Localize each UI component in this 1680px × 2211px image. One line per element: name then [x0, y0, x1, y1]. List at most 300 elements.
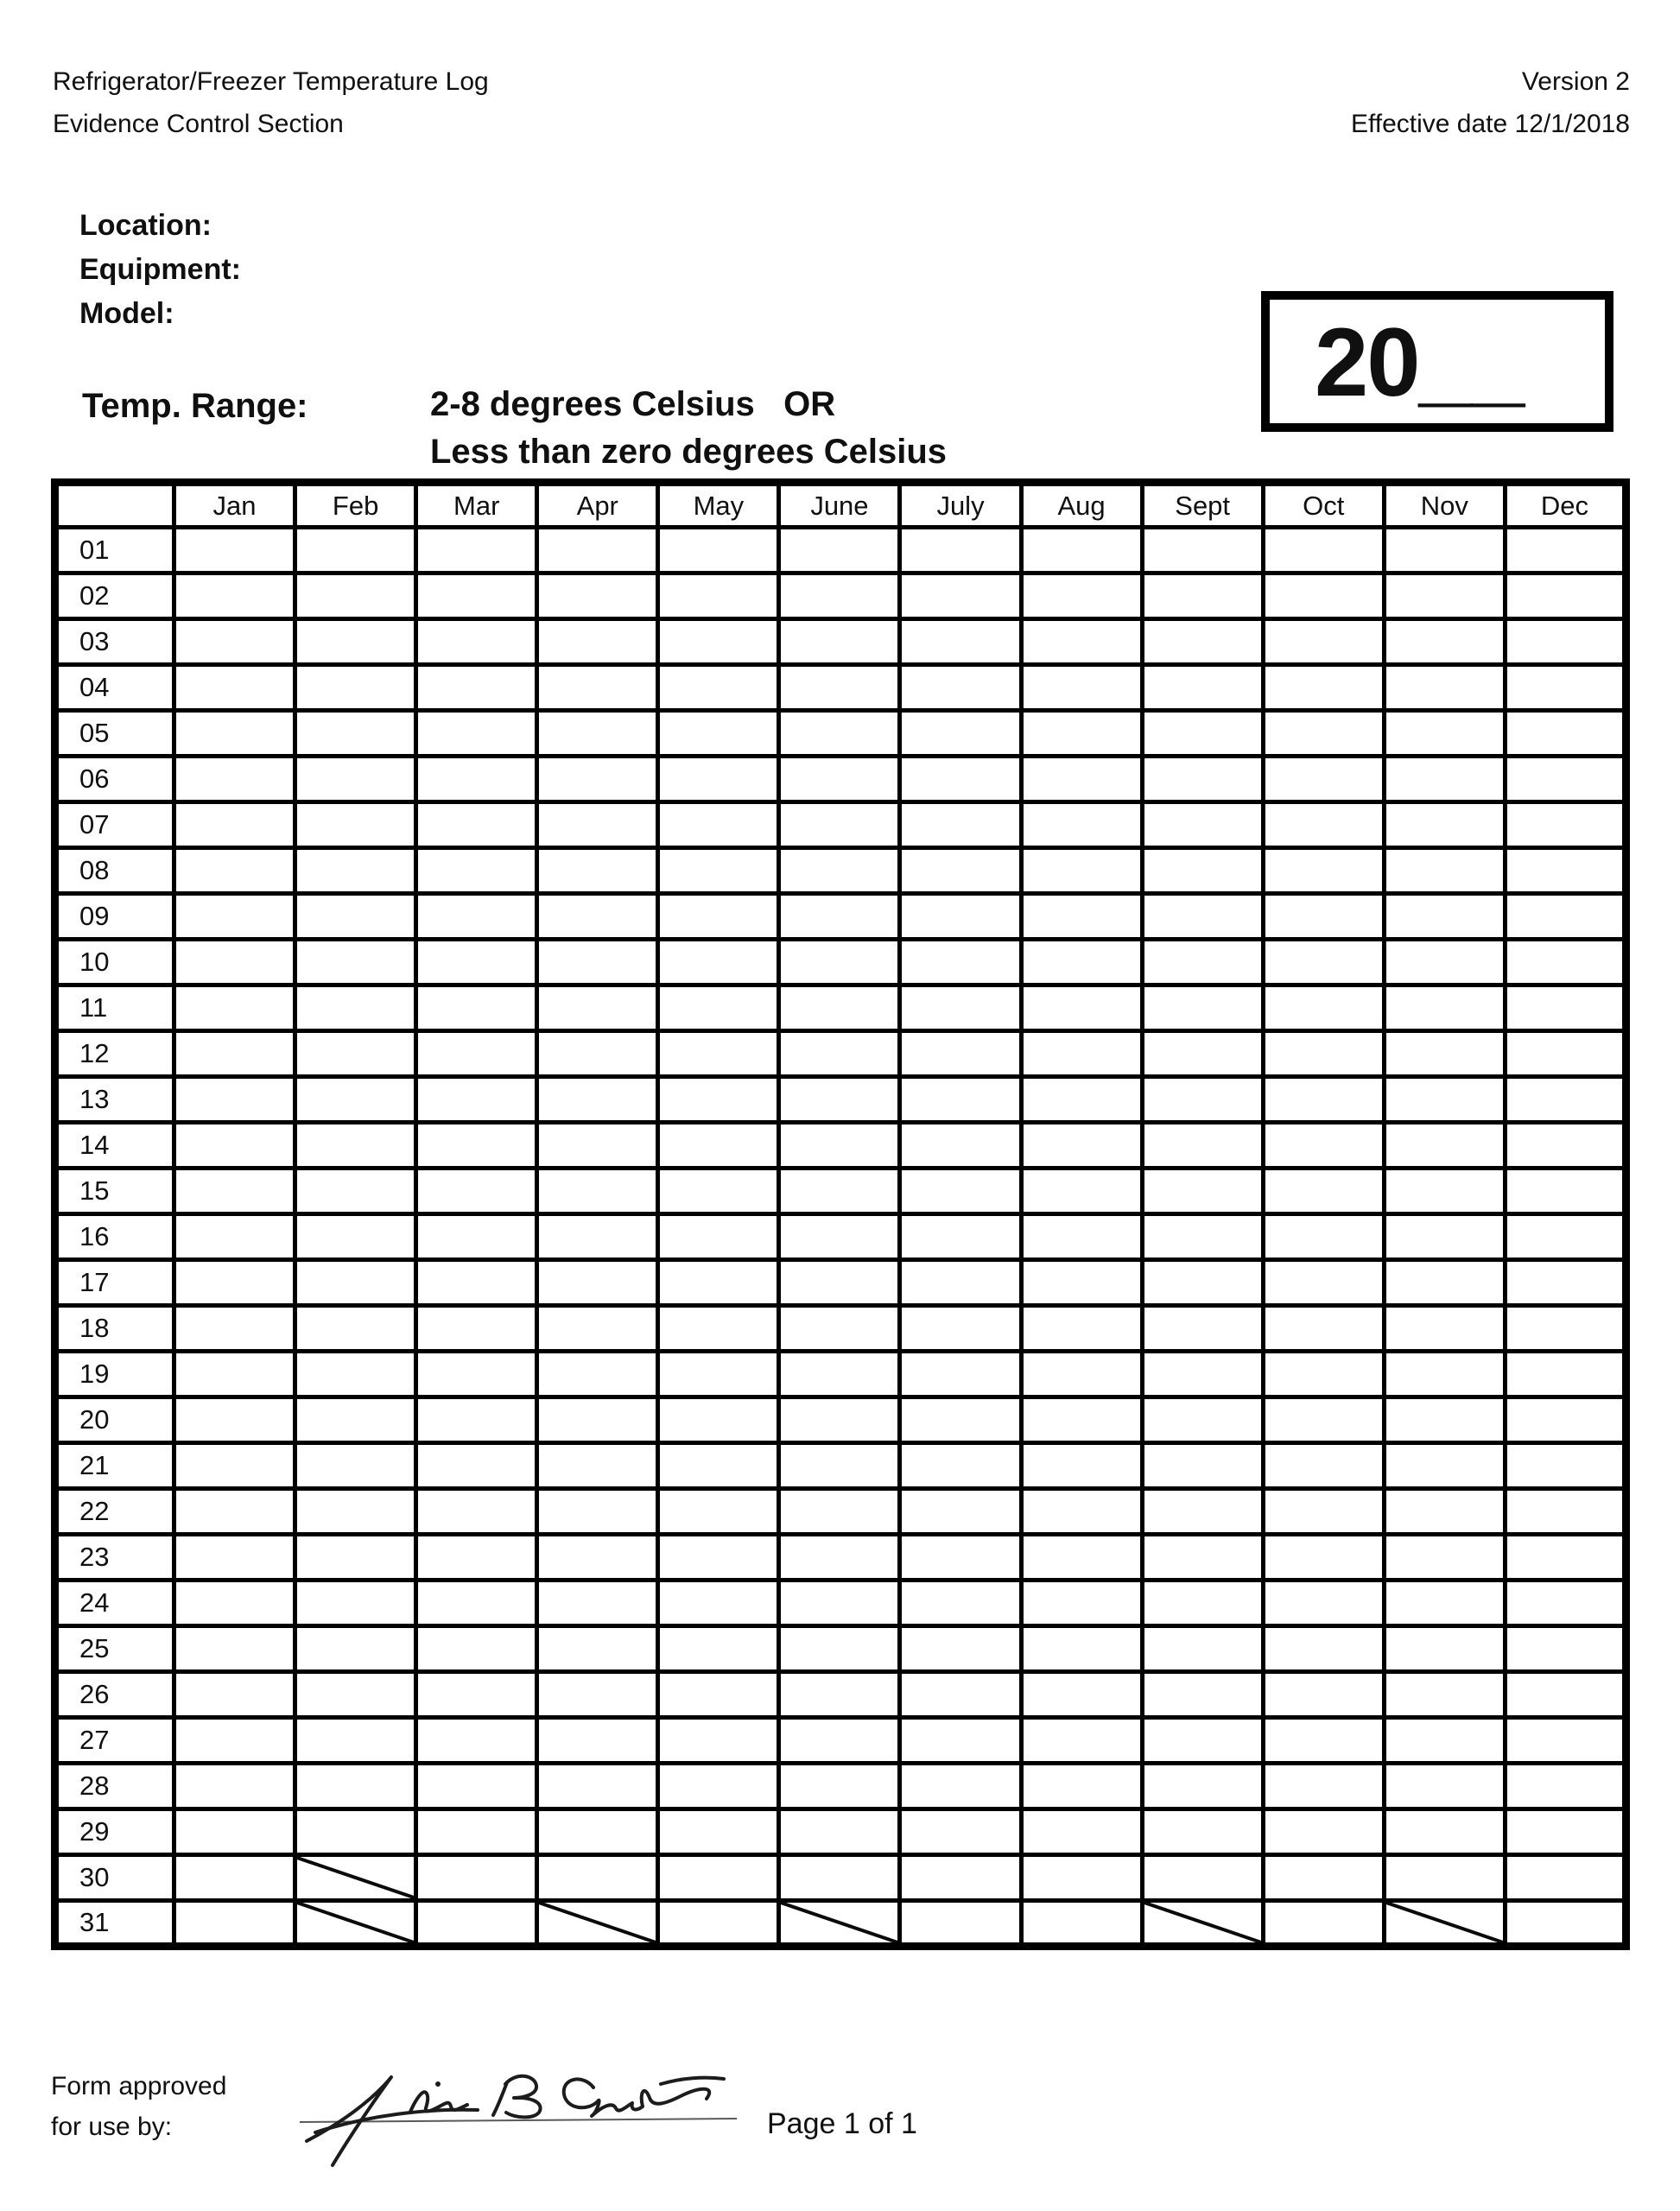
- temp-cell: [537, 848, 658, 894]
- temp-cell: [900, 985, 1021, 1031]
- temp-cell: [779, 1809, 900, 1855]
- page-indicator: Page 1 of 1: [767, 2107, 917, 2140]
- temp-cell: [1263, 802, 1384, 848]
- month-header-cell: Feb: [295, 483, 416, 528]
- month-header-cell: Aug: [1021, 483, 1142, 528]
- temp-cell: [1142, 1809, 1263, 1855]
- month-header-cell: July: [900, 483, 1021, 528]
- temp-cell: [1384, 757, 1505, 802]
- temp-cell: [1263, 1077, 1384, 1123]
- table-row: [55, 1764, 1626, 1809]
- temp-cell: [1384, 1443, 1505, 1489]
- month-header-cell: June: [779, 483, 900, 528]
- temp-cell: [174, 1077, 295, 1123]
- temp-cell: [1021, 1581, 1142, 1626]
- temp-cell: [1142, 985, 1263, 1031]
- temp-cell: [1142, 1489, 1263, 1535]
- temp-cell: [1142, 1443, 1263, 1489]
- temp-cell: [1505, 1581, 1626, 1626]
- temp-cell: [295, 1535, 416, 1581]
- temp-cell: [174, 1260, 295, 1306]
- temp-cell: [295, 1352, 416, 1397]
- temp-cell: [900, 619, 1021, 665]
- temp-cell: [1384, 848, 1505, 894]
- table-row: [55, 1718, 1626, 1764]
- temp-cell: [1142, 1031, 1263, 1077]
- table-row: [55, 757, 1626, 802]
- table-row: [55, 1535, 1626, 1581]
- temp-cell: [1021, 848, 1142, 894]
- temp-cell: [658, 1855, 779, 1901]
- table-row: [55, 1031, 1626, 1077]
- temp-cell: [1142, 1169, 1263, 1214]
- temp-cell: [174, 619, 295, 665]
- temp-cell: [1021, 1809, 1142, 1855]
- temp-cell: [779, 711, 900, 757]
- temp-cell: [174, 1581, 295, 1626]
- temp-cell: [295, 1718, 416, 1764]
- temp-cell: [1021, 665, 1142, 711]
- temp-cell: [1142, 1764, 1263, 1809]
- temp-cell: [174, 802, 295, 848]
- signature-scribble-icon: [289, 2058, 747, 2183]
- diagonal-strike-line: [296, 1856, 415, 1899]
- temp-cell: [1142, 894, 1263, 940]
- temp-cell: [174, 1535, 295, 1581]
- temp-cell: [658, 894, 779, 940]
- temp-cell: [1021, 1718, 1142, 1764]
- form-approval-line1: Form approved: [51, 2072, 227, 2100]
- temp-cell: [1384, 1626, 1505, 1672]
- equipment-label: Equipment:: [79, 253, 241, 286]
- temp-cell: [416, 711, 537, 757]
- month-header-cell: Nov: [1384, 483, 1505, 528]
- temp-cell: [1263, 757, 1384, 802]
- temp-cell: [295, 1672, 416, 1718]
- day-label-cell: 25: [55, 1626, 174, 1672]
- temp-cell: [779, 1306, 900, 1352]
- temp-cell: [1263, 1214, 1384, 1260]
- temp-cell: [900, 757, 1021, 802]
- temp-cell: [1384, 1672, 1505, 1718]
- temp-cell: [174, 665, 295, 711]
- temp-cell: [1384, 1855, 1505, 1901]
- temp-cell: [779, 1764, 900, 1809]
- temp-cell: [174, 1169, 295, 1214]
- temperature-log-table: [51, 478, 1630, 1950]
- temp-cell: [900, 1169, 1021, 1214]
- day-label-cell: 17: [55, 1260, 174, 1306]
- diagonal-strike-line: [296, 1901, 415, 1944]
- temp-cell: [416, 1855, 537, 1901]
- temp-cell: [295, 1764, 416, 1809]
- temp-cell: [1021, 528, 1142, 573]
- temp-cell: [295, 1306, 416, 1352]
- temp-cell: [658, 1672, 779, 1718]
- crossed-out-cell: [1384, 1901, 1505, 1947]
- temp-cell: [779, 1123, 900, 1169]
- temp-cell: [1505, 1672, 1626, 1718]
- temp-cell: [1384, 665, 1505, 711]
- temp-cell: [1263, 1718, 1384, 1764]
- temp-cell: [1263, 894, 1384, 940]
- temp-cell: [1384, 1169, 1505, 1214]
- temp-cell: [416, 894, 537, 940]
- month-header-cell: Jan: [174, 483, 295, 528]
- temp-cell: [416, 1260, 537, 1306]
- month-header-cell: Apr: [537, 483, 658, 528]
- year-blank-text: 20__: [1315, 308, 1524, 416]
- temp-cell: [1263, 1809, 1384, 1855]
- temp-cell: [537, 985, 658, 1031]
- temp-cell: [779, 1535, 900, 1581]
- diagonal-strike-line: [781, 1901, 899, 1944]
- temp-cell: [1505, 1809, 1626, 1855]
- temp-cell: [416, 1489, 537, 1535]
- table-row: [55, 802, 1626, 848]
- temp-cell: [1021, 1214, 1142, 1260]
- temp-cell: [900, 848, 1021, 894]
- temp-cell: [537, 1489, 658, 1535]
- diagonal-strike-line: [1385, 1901, 1504, 1944]
- day-label-cell: 12: [55, 1031, 174, 1077]
- temp-cell: [779, 1718, 900, 1764]
- diagonal-strike-line: [538, 1901, 656, 1944]
- temp-cell: [1021, 1306, 1142, 1352]
- temp-cell: [1263, 1306, 1384, 1352]
- temp-cell: [174, 940, 295, 985]
- table-row: [55, 1443, 1626, 1489]
- form-approval-label: [51, 2066, 226, 2147]
- temp-cell: [658, 573, 779, 619]
- temp-cell: [779, 573, 900, 619]
- temp-cell: [1263, 1169, 1384, 1214]
- temp-cell: [1263, 1397, 1384, 1443]
- temp-cell: [416, 1306, 537, 1352]
- temp-cell: [1021, 940, 1142, 985]
- temp-cell: [295, 940, 416, 985]
- temp-cell: [1505, 1855, 1626, 1901]
- temp-cell: [174, 1672, 295, 1718]
- temp-cell: [416, 573, 537, 619]
- temp-cell: [1505, 757, 1626, 802]
- temp-cell: [416, 1352, 537, 1397]
- temp-cell: [174, 1352, 295, 1397]
- temp-cell: [1021, 619, 1142, 665]
- table-row: [55, 1489, 1626, 1535]
- temp-cell: [779, 1443, 900, 1489]
- approval-signature: [289, 2058, 747, 2183]
- day-label-cell: 08: [55, 848, 174, 894]
- table-row: [55, 894, 1626, 940]
- temp-cell: [1505, 1443, 1626, 1489]
- temp-cell: [1142, 1077, 1263, 1123]
- temp-cell: [1384, 711, 1505, 757]
- temp-cell: [658, 1260, 779, 1306]
- temp-cell: [1142, 1581, 1263, 1626]
- temp-cell: [1021, 1443, 1142, 1489]
- temp-cell: [1263, 1764, 1384, 1809]
- temp-cell: [1021, 1123, 1142, 1169]
- temp-cell: [1505, 1489, 1626, 1535]
- temp-cell: [295, 985, 416, 1031]
- temp-cell: [658, 619, 779, 665]
- temp-cell: [900, 1764, 1021, 1809]
- temp-cell: [658, 1031, 779, 1077]
- temp-cell: [900, 1901, 1021, 1947]
- table-row: [55, 1855, 1626, 1901]
- crossed-out-cell: [295, 1855, 416, 1901]
- day-label-cell: 05: [55, 711, 174, 757]
- temp-cell: [1263, 1489, 1384, 1535]
- temp-cell: [900, 1718, 1021, 1764]
- temp-cell: [1142, 1626, 1263, 1672]
- month-header-cell: Oct: [1263, 483, 1384, 528]
- temp-cell: [295, 1214, 416, 1260]
- temp-cell: [658, 1718, 779, 1764]
- temp-cell: [537, 573, 658, 619]
- temp-cell: [1384, 1764, 1505, 1809]
- temp-cell: [1505, 1031, 1626, 1077]
- temp-cell: [295, 1809, 416, 1855]
- temp-cell: [537, 1718, 658, 1764]
- temp-cell: [537, 711, 658, 757]
- temp-cell: [1384, 802, 1505, 848]
- temp-cell: [537, 1581, 658, 1626]
- temp-cell: [779, 1855, 900, 1901]
- temp-cell: [1142, 528, 1263, 573]
- temp-cell: [779, 1031, 900, 1077]
- temp-cell: [1021, 1901, 1142, 1947]
- temp-cell: [1142, 757, 1263, 802]
- temp-cell: [174, 894, 295, 940]
- day-label-cell: 19: [55, 1352, 174, 1397]
- day-label-cell: 26: [55, 1672, 174, 1718]
- crossed-out-cell: [1142, 1901, 1263, 1947]
- temp-cell: [900, 1535, 1021, 1581]
- day-label-cell: 29: [55, 1809, 174, 1855]
- temp-cell: [1021, 573, 1142, 619]
- temp-cell: [537, 1260, 658, 1306]
- document-header-right: [1351, 60, 1630, 145]
- table-row: [55, 1672, 1626, 1718]
- temp-cell: [658, 1306, 779, 1352]
- temp-cell: [174, 1718, 295, 1764]
- temp-cell: [900, 1855, 1021, 1901]
- temp-cell: [900, 940, 1021, 985]
- temp-cell: [1505, 1169, 1626, 1214]
- temp-cell: [1505, 985, 1626, 1031]
- table-row: [55, 1077, 1626, 1123]
- document-header-left: [53, 60, 489, 145]
- temp-cell: [1263, 1672, 1384, 1718]
- temp-cell: [174, 528, 295, 573]
- temp-cell: [900, 573, 1021, 619]
- temp-cell: [537, 1123, 658, 1169]
- temp-cell: [779, 1169, 900, 1214]
- temp-cell: [537, 1031, 658, 1077]
- temp-cell: [1505, 1306, 1626, 1352]
- corner-cell: [55, 483, 174, 528]
- temp-cell: [174, 1214, 295, 1260]
- table-row: [55, 1214, 1626, 1260]
- temp-cell: [1384, 1809, 1505, 1855]
- temp-cell: [416, 1123, 537, 1169]
- temp-cell: [174, 1123, 295, 1169]
- temp-cell: [416, 848, 537, 894]
- temp-cell: [658, 1626, 779, 1672]
- table-row: [55, 1169, 1626, 1214]
- temp-cell: [537, 665, 658, 711]
- temp-cell: [1263, 619, 1384, 665]
- table-row: [55, 1901, 1626, 1947]
- temp-cell: [1505, 1260, 1626, 1306]
- temp-cell: [416, 757, 537, 802]
- temp-cell: [779, 1397, 900, 1443]
- temp-cell: [416, 1535, 537, 1581]
- temp-cell: [295, 528, 416, 573]
- temp-cell: [658, 1809, 779, 1855]
- crossed-out-cell: [537, 1901, 658, 1947]
- temp-cell: [1384, 1489, 1505, 1535]
- temp-cell: [1142, 665, 1263, 711]
- temp-cell: [658, 1901, 779, 1947]
- temp-cell: [416, 1901, 537, 1947]
- temp-cell: [1142, 1397, 1263, 1443]
- temp-cell: [416, 1764, 537, 1809]
- temp-cell: [1021, 1535, 1142, 1581]
- temp-cell: [416, 1031, 537, 1077]
- temp-cell: [1505, 1397, 1626, 1443]
- temp-cell: [779, 848, 900, 894]
- temp-cell: [537, 1397, 658, 1443]
- temp-cell: [779, 894, 900, 940]
- temp-cell: [537, 1809, 658, 1855]
- day-label-cell: 02: [55, 573, 174, 619]
- temp-cell: [295, 1123, 416, 1169]
- temp-cell: [658, 848, 779, 894]
- temp-cell: [174, 757, 295, 802]
- temp-cell: [1142, 619, 1263, 665]
- temp-cell: [174, 1626, 295, 1672]
- temp-cell: [779, 1581, 900, 1626]
- year-box: [1261, 291, 1613, 432]
- temp-cell: [295, 757, 416, 802]
- temp-cell: [537, 1672, 658, 1718]
- temp-cell: [1021, 1764, 1142, 1809]
- table-row: [55, 1626, 1626, 1672]
- temp-cell: [416, 1397, 537, 1443]
- table-row: [55, 1581, 1626, 1626]
- temp-cell: [900, 802, 1021, 848]
- day-label-cell: 21: [55, 1443, 174, 1489]
- temp-cell: [416, 665, 537, 711]
- temp-cell: [779, 1489, 900, 1535]
- diagonal-strike-line: [1144, 1901, 1262, 1944]
- temp-cell: [1263, 1352, 1384, 1397]
- temp-cell: [658, 528, 779, 573]
- temp-cell: [658, 1489, 779, 1535]
- equipment-info-block: [79, 204, 241, 336]
- temp-cell: [658, 1123, 779, 1169]
- day-label-cell: 30: [55, 1855, 174, 1901]
- temp-cell: [1142, 1855, 1263, 1901]
- temp-cell: [900, 894, 1021, 940]
- month-header-cell: Dec: [1505, 483, 1626, 528]
- temp-cell: [900, 1626, 1021, 1672]
- temp-cell: [416, 1169, 537, 1214]
- temp-cell: [1384, 1123, 1505, 1169]
- temp-cell: [658, 1169, 779, 1214]
- temp-cell: [658, 665, 779, 711]
- temp-cell: [1263, 1260, 1384, 1306]
- day-label-cell: 06: [55, 757, 174, 802]
- temp-cell: [416, 619, 537, 665]
- temp-cell: [779, 1626, 900, 1672]
- temp-cell: [537, 619, 658, 665]
- temp-cell: [1021, 1077, 1142, 1123]
- temp-cell: [1263, 573, 1384, 619]
- day-label-cell: 15: [55, 1169, 174, 1214]
- temp-cell: [1021, 711, 1142, 757]
- table-row: [55, 848, 1626, 894]
- temp-cell: [900, 1672, 1021, 1718]
- temp-cell: [1384, 1306, 1505, 1352]
- temp-cell: [1021, 894, 1142, 940]
- temp-cell: [1505, 1535, 1626, 1581]
- temp-cell: [1505, 940, 1626, 985]
- temp-cell: [537, 1855, 658, 1901]
- table-row: [55, 1397, 1626, 1443]
- temp-cell: [1263, 848, 1384, 894]
- day-label-cell: 28: [55, 1764, 174, 1809]
- month-header-cell: May: [658, 483, 779, 528]
- day-label-cell: 24: [55, 1581, 174, 1626]
- temp-cell: [174, 1443, 295, 1489]
- temp-range-label: Temp. Range:: [82, 387, 308, 425]
- temp-cell: [295, 1581, 416, 1626]
- temp-cell: [1021, 1397, 1142, 1443]
- table-row: [55, 711, 1626, 757]
- temp-cell: [1384, 1260, 1505, 1306]
- temp-cell: [1505, 1626, 1626, 1672]
- temp-cell: [1505, 1214, 1626, 1260]
- temp-cell: [1505, 619, 1626, 665]
- table-row: [55, 940, 1626, 985]
- day-label-cell: 18: [55, 1306, 174, 1352]
- temp-cell: [1142, 1260, 1263, 1306]
- temp-cell: [537, 1352, 658, 1397]
- temp-cell: [174, 1031, 295, 1077]
- temp-cell: [1021, 985, 1142, 1031]
- temp-cell: [537, 528, 658, 573]
- temp-cell: [1263, 665, 1384, 711]
- table-row: [55, 1306, 1626, 1352]
- temp-cell: [1142, 1672, 1263, 1718]
- table-row: [55, 619, 1626, 665]
- temp-cell: [1384, 985, 1505, 1031]
- crossed-out-cell: [779, 1901, 900, 1947]
- temp-cell: [1021, 1169, 1142, 1214]
- day-label-cell: 04: [55, 665, 174, 711]
- temp-cell: [1142, 573, 1263, 619]
- temp-cell: [1021, 1031, 1142, 1077]
- temp-cell: [537, 1626, 658, 1672]
- day-label-cell: 10: [55, 940, 174, 985]
- temp-cell: [416, 1214, 537, 1260]
- page-title: Refrigerator/Freezer Temperature Log: [53, 67, 489, 96]
- temp-cell: [1384, 1214, 1505, 1260]
